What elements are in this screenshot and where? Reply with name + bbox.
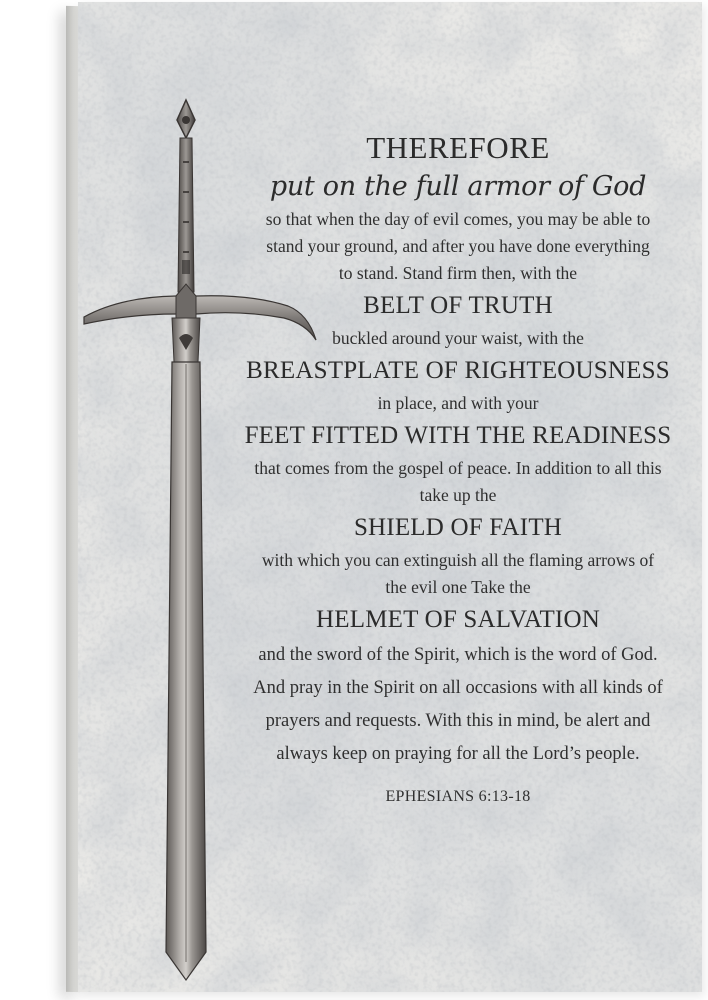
verse-line: so that when the day of evil comes, you may be able to — [265, 209, 651, 229]
verse-line: and the sword of the Spirit, which is the word of God. — [258, 645, 658, 665]
verse-caps-line: FEET FITTED WITH THE READINESS — [244, 422, 672, 449]
verse-caps-line: BELT OF TRUTH — [363, 292, 553, 319]
verse-line: take up the — [419, 485, 497, 505]
verse-line: that comes from the gospel of peace. In addition to all this — [254, 458, 662, 478]
verse-line: with which you can extinguish all the flaming arrows of — [261, 550, 655, 570]
verse-line: always keep on praying for all the Lord’s people. — [276, 744, 640, 764]
verse-line: buckled around your waist, with the — [332, 328, 584, 348]
verse-caps-line: BREASTPLATE OF RIGHTEOUSNESS — [246, 357, 670, 384]
verse-line: stand your ground, and after you have done everything — [266, 236, 650, 256]
verse-caps-line: SHIELD OF FAITH — [353, 514, 563, 541]
verse-line: in place, and with your — [377, 393, 539, 413]
verse-text-block — [232, 128, 684, 809]
verse-reference: EPHESIANS 6:13-18 — [385, 788, 531, 805]
verse-caps-line: HELMET OF SALVATION — [316, 606, 600, 633]
verse-line: to stand. Stand firm then, with the — [338, 263, 578, 283]
verse-line: And pray in the Spirit on all occasions with all kinds of — [253, 678, 663, 698]
verse-line: the evil one Take the — [385, 577, 531, 597]
verse-heading: THEREFORE — [366, 130, 550, 165]
verse-line: prayers and requests. With this in mind, be alert and — [265, 711, 651, 731]
verse-subheading: put on the full armor of God — [269, 171, 647, 202]
